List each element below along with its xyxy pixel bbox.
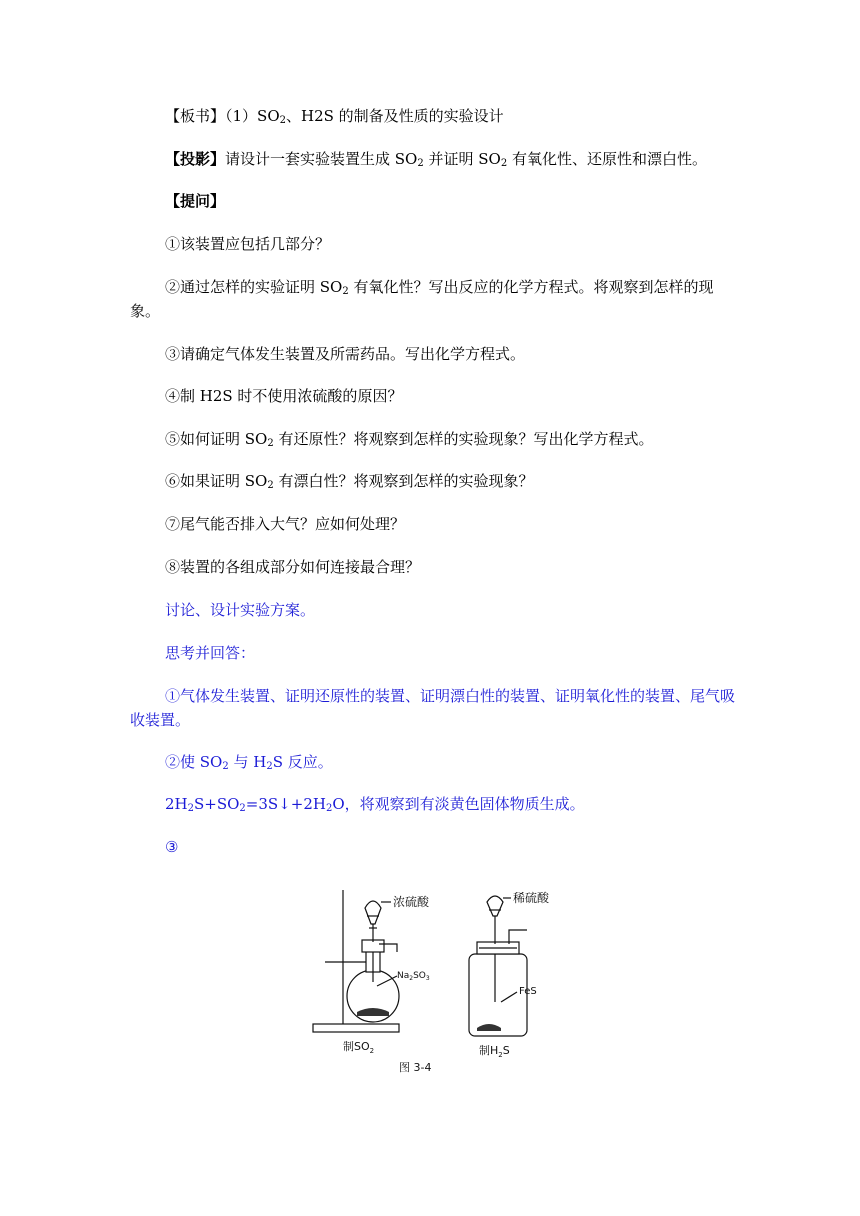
question-6: ⑥如果证明 $SO_2$ 有漂白性？将观察到怎样的实验现象？	[165, 472, 534, 491]
blackboard-tag: 【板书】	[165, 107, 226, 125]
question-4: ④制 H2S 时不使用浓硫酸的原因？	[165, 387, 403, 405]
question-1: ①该装置应包括几部分？	[165, 235, 331, 253]
blackboard-line: 【板书】$(1)SO_2$、H2S 的制备及性质的实验设计	[165, 107, 504, 126]
answer-equation: $2H_2S+SO_2=3S↓+2H_2O$，将观察到有淡黄色固体物质生成。	[165, 795, 585, 814]
answer-1: ①气体发生装置、证明还原性的装置、证明漂白性的装置、证明氧化性的装置、尾气吸收装置。	[130, 687, 736, 729]
apparatus-figure	[305, 878, 565, 1078]
dilute-funnel	[487, 896, 503, 916]
question-2: ②通过怎样的实验证明 $SO_2$ 有氧化性？写出反应的化学方程式。将观察到怎样的现象。	[130, 278, 714, 320]
label-dilute-acid: 稀硫酸	[513, 891, 550, 905]
question-3: ③请确定气体发生装置及所需药品。写出化学方程式。	[165, 345, 526, 363]
h2s-outlet	[509, 930, 527, 936]
question-8: ⑧装置的各组成部分如何连接最合理？	[165, 558, 421, 576]
projection-line: 【投影】请设计一套实验装置生成 $SO_2$ 并证明 $SO_2$ 有氧化性、还原性和漂白性。	[165, 150, 708, 169]
answer-heading: 思考并回答：	[165, 644, 256, 662]
answer-3-marker: ③	[165, 838, 179, 856]
label-make-h2s: 制$H_2S$	[479, 1044, 510, 1059]
dropping-funnel	[365, 901, 381, 924]
question-5: ⑤如何证明 $SO_2$ 有还原性？将观察到怎样的实验现象？写出化学方程式。	[165, 430, 654, 449]
stand-base	[313, 1024, 399, 1032]
label-fes: FeS	[519, 986, 537, 997]
answer-2: ②使 $SO_2$ 与 $H_2S$ 反应。	[165, 753, 333, 772]
question-7: ⑦尾气能否排入大气？应如何处理？	[165, 515, 406, 533]
label-concentrated-acid: 浓硫酸	[393, 895, 430, 909]
label-na2so3: $Na_2SO_3$	[397, 971, 430, 982]
figure-caption: 图 3-4	[399, 1061, 432, 1074]
label-make-so2: 制$SO_2$	[343, 1040, 375, 1055]
projection-tag: 【投影】	[165, 150, 226, 168]
discussion-line: 讨论、设计实验方案。	[165, 601, 316, 619]
question-heading: 【提问】	[165, 192, 226, 210]
